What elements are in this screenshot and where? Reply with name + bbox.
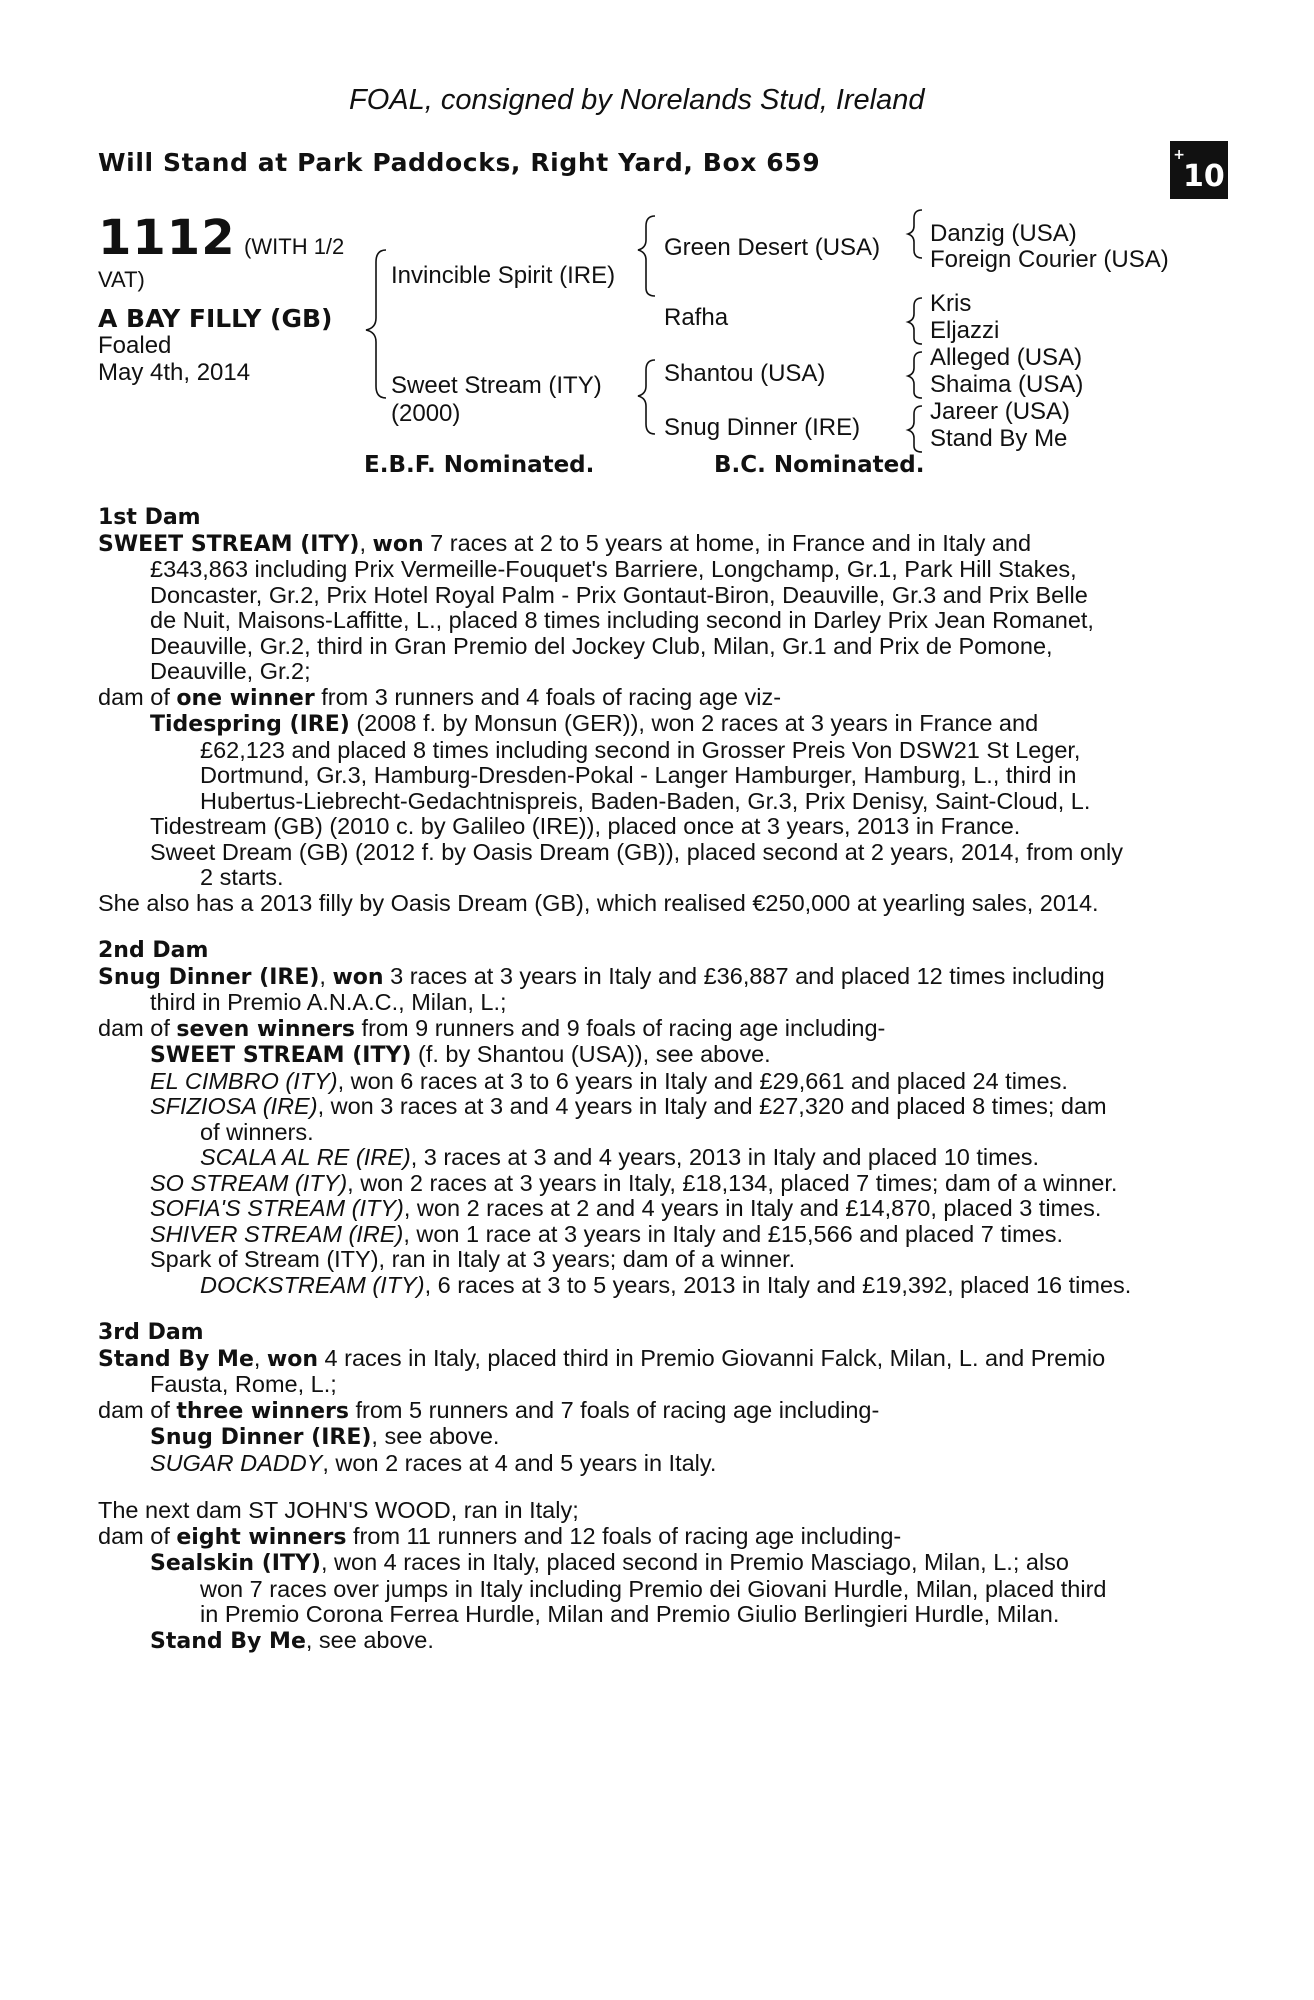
third-dam-line-2: Fausta, Rome, L.; <box>150 1371 337 1397</box>
bracket-dd <box>908 406 922 452</box>
first-dam-line-1: SWEET STREAM (ITY), won 7 races at 2 to 5 years at home, in France and in Italy and <box>98 529 1032 557</box>
second-dam-line-2: third in Premio A.N.A.C., Milan, L.; <box>150 989 507 1015</box>
bracket-ss <box>908 210 922 258</box>
second-dam-produce-intro: dam of seven winners from 9 runners and 9 foals of racing age including- <box>98 1014 886 1042</box>
badge-plus: + <box>1173 147 1185 163</box>
first-dam-section <box>98 505 1206 916</box>
produce-sofias-stream: SOFIA'S STREAM (ITY), won 2 races at 2 and 4 years in Italy and £14,870, placed 3 times. <box>150 1195 1102 1221</box>
third-dam-produce-intro: dam of three winners from 5 runners and 7 foals of racing age including- <box>98 1396 880 1424</box>
ped-sire-sire: Green Desert (USA) <box>664 234 881 261</box>
ped-dam-sire: Shantou (USA) <box>664 360 826 387</box>
produce-sealskin: Sealskin (ITY), won 4 races in Italy, placed second in Premio Masciago, Milan, L.; also <box>150 1549 1069 1576</box>
ped-ds-dam: Shaima (USA) <box>930 371 1084 398</box>
bracket-ds <box>908 352 922 398</box>
third-dam-title: 3rd Dam <box>98 1320 204 1345</box>
ped-sire: Invincible Spirit (IRE) <box>391 262 616 289</box>
vat-note-cont: VAT) <box>98 267 145 292</box>
produce-sealskin-2: won 7 races over jumps in Italy including Premio dei Giovani Hurdle, Milan, placed third <box>200 1575 1107 1602</box>
second-dam-title: 2nd Dam <box>98 938 209 963</box>
first-dam-name: SWEET STREAM (ITY) <box>98 531 360 557</box>
second-dam-section <box>98 938 1206 1298</box>
foaled-label: Foaled <box>98 332 172 359</box>
produce-sfiziosa: SFIZIOSA (IRE), won 3 races at 3 and 4 years in Italy and £27,320 and placed 8 times; dam <box>150 1093 1107 1119</box>
produce-sealskin-3: in Premio Corona Ferrea Hurdle, Milan and Premio Giulio Berlingieri Hurdle, Milan. <box>200 1601 1060 1627</box>
foaled-date: May 4th, 2014 <box>98 359 251 386</box>
produce-sweet-dream-2: 2 starts. <box>200 864 284 890</box>
ped-sd-sire: Kris <box>930 290 972 317</box>
produce-sweet-dream: Sweet Dream (GB) (2012 f. by Oasis Dream (GB)), placed second at 2 years, 2014, from only <box>150 838 1124 865</box>
produce-tidespring-2: £62,123 and placed 8 times including second in Grosser Preis Von DSW21 St Leger, <box>200 736 1081 763</box>
first-dam-line-4: de Nuit, Maisons-Laffitte, L., placed 8 times including second in Darley Prix Jean Romanet, <box>150 607 1094 633</box>
lot-description: A BAY FILLY (GB) <box>98 304 333 333</box>
ped-dd-sire: Jareer (USA) <box>930 398 1071 425</box>
ped-dam-dam: Snug Dinner (IRE) <box>664 414 861 441</box>
bc-nominated: B.C. Nominated. <box>714 452 925 478</box>
lot-number: 1112 <box>98 210 236 266</box>
bracket-sire <box>638 216 655 296</box>
next-dam-line-1: The next dam ST JOHN'S WOOD, ran in Italy; <box>98 1497 579 1523</box>
ped-dd-dam: Stand By Me <box>930 425 1068 452</box>
location-line: Will Stand at Park Paddocks, Right Yard, Box 659 <box>98 148 821 177</box>
ped-sire-dam: Rafha <box>664 304 729 331</box>
produce-tidespring-4: Hubertus-Liebrecht-Gedachtnispreis, Baden-Baden, Gr.3, Prix Denisy, Saint-Cloud, L. <box>200 787 1091 814</box>
vat-note: (WITH 1/2 <box>244 234 345 259</box>
first-dam-line-6: Deauville, Gr.2; <box>150 658 311 684</box>
first-dam-produce-intro: dam of one winner from 3 runners and 4 foals of racing age viz- <box>98 683 782 711</box>
bracket-sd <box>908 298 922 344</box>
badge-number: 10 <box>1182 159 1225 194</box>
ped-ss-dam: Foreign Courier (USA) <box>930 246 1169 273</box>
consignor-line: FOAL, consigned by Norelands Stud, Ireland <box>349 84 925 116</box>
pedigree-brackets <box>0 0 1314 480</box>
ped-dam-year: (2000) <box>391 400 461 427</box>
bracket-dam <box>638 360 655 434</box>
next-dam-section <box>98 1498 1206 1654</box>
produce-tidespring-3: Dortmund, Gr.3, Hamburg-Dresden-Pokal - Langer Hamburger, Hamburg, L., third in <box>200 762 1077 788</box>
ped-ds-sire: Alleged (USA) <box>930 344 1083 371</box>
produce-sfiziosa-2: of winners. <box>200 1118 314 1145</box>
produce-snug-dinner: Snug Dinner (IRE), see above. <box>150 1423 500 1450</box>
produce-sugar-daddy: SUGAR DADDY, won 2 races at 4 and 5 years in Italy. <box>150 1449 717 1476</box>
produce-shiver-stream: SHIVER STREAM (IRE), won 1 race at 3 years in Italy and £15,566 and placed 7 times. <box>150 1220 1064 1247</box>
first-dam-won: won <box>372 531 424 557</box>
ebf-nominated: E.B.F. Nominated. <box>364 452 595 478</box>
produce-sweet-stream: SWEET STREAM (ITY) (f. by Shantou (USA)), see above. <box>150 1041 771 1068</box>
produce-scala-al-re: SCALA AL RE (IRE), 3 races at 3 and 4 years, 2013 in Italy and placed 10 times. <box>200 1144 1040 1170</box>
produce-el-cimbro: EL CIMBRO (ITY), won 6 races at 3 to 6 years in Italy and £29,661 and placed 24 times. <box>150 1067 1068 1094</box>
produce-stand-by-me: Stand By Me, see above. <box>150 1626 434 1654</box>
next-dam-produce-intro: dam of eight winners from 11 runners and 12 foals of racing age including- <box>98 1522 902 1550</box>
produce-tidestream: Tidestream (GB) (2010 c. by Galileo (IRE)), placed once at 3 years, 2013 in France. <box>150 813 1021 839</box>
first-dam-line-5: Deauville, Gr.2, third in Gran Premio del Jockey Club, Milan, Gr.1 and Prix de Pomone, <box>150 632 1053 659</box>
first-dam-line-3: Doncaster, Gr.2, Prix Hotel Royal Palm - Prix Gontaut-Biron, Deauville, Gr.3 and Prix Belle <box>150 581 1088 608</box>
ped-sd-dam: Eljazzi <box>930 317 1000 344</box>
produce-dockstream: DOCKSTREAM (ITY), 6 races at 3 to 5 years, 2013 in Italy and £19,392, placed 16 times. <box>200 1271 1132 1298</box>
first-dam-title: 1st Dam <box>98 505 201 530</box>
produce-tidespring: Tidespring (IRE) (2008 f. by Monsun (GER)), won 2 races at 3 years in France and <box>150 710 1039 737</box>
third-dam-section <box>98 1320 1206 1476</box>
ped-ss-sire: Danzig (USA) <box>930 220 1077 247</box>
produce-spark-of-stream: Spark of Stream (ITY), ran in Italy at 3 years; dam of a winner. <box>150 1246 796 1272</box>
third-dam-line-1: Stand By Me, won 4 races in Italy, placed third in Premio Giovanni Falck, Milan, L. and Premio <box>98 1344 1106 1372</box>
first-dam-line-2: £343,863 including Prix Vermeille-Fouquet's Barriere, Longchamp, Gr.1, Park Hill Stakes, <box>150 556 1077 582</box>
produce-so-stream: SO STREAM (ITY), won 2 races at 3 years in Italy, £18,134, placed 7 times; dam of a winner. <box>150 1169 1118 1196</box>
ped-dam: Sweet Stream (ITY) <box>391 372 602 399</box>
second-dam-line-1: Snug Dinner (IRE), won 3 races at 3 years in Italy and £36,887 and placed 12 times including <box>98 962 1105 990</box>
first-dam-also: She also has a 2013 filly by Oasis Dream (GB), which realised €250,000 at yearling sales, 2014. <box>98 889 1099 916</box>
bracket-main <box>366 250 386 398</box>
